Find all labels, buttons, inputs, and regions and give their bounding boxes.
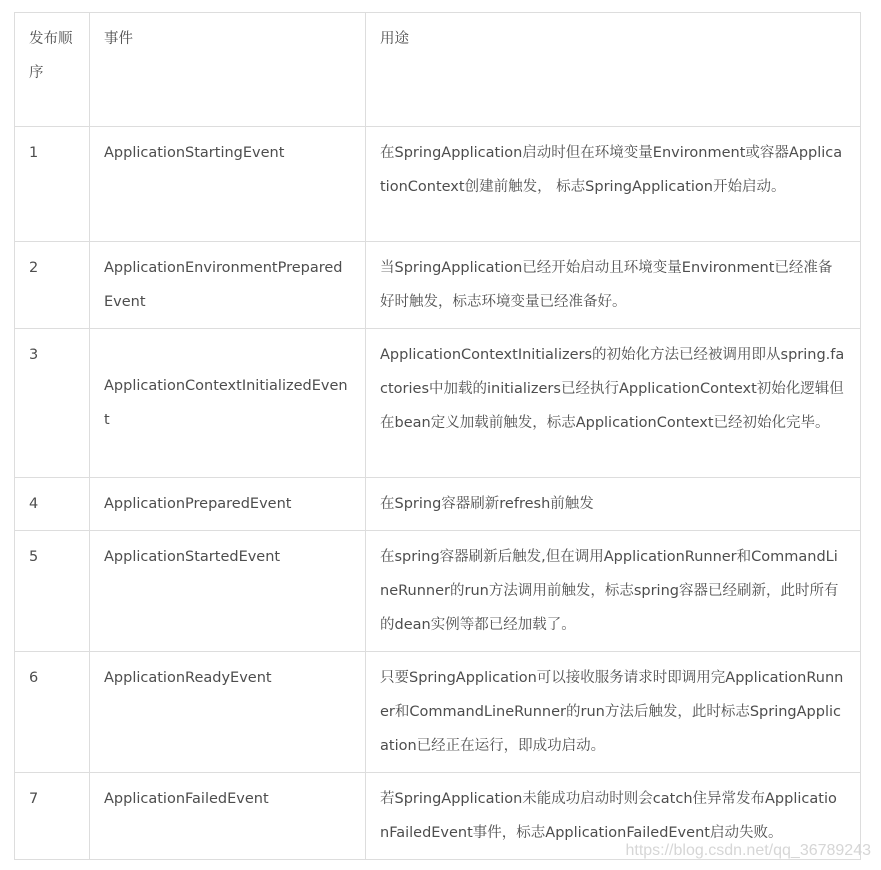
row-order: 7 <box>15 773 90 860</box>
table-row <box>15 329 861 478</box>
row-event: ApplicationReadyEvent <box>90 652 366 773</box>
table-row <box>15 478 861 531</box>
table-row <box>15 652 861 773</box>
row-order: 3 <box>15 329 90 478</box>
row-order: 4 <box>15 478 90 531</box>
table-row <box>15 531 861 652</box>
row-event: ApplicationFailedEvent <box>90 773 366 860</box>
header-event: 事件 <box>90 13 366 127</box>
watermark: https://blog.csdn.net/qq_36789243 <box>625 842 871 859</box>
table-header-row <box>15 13 861 127</box>
row-event: ApplicationEnvironmentPreparedEvent <box>90 242 366 329</box>
header-order: 发布顺序 <box>15 13 90 127</box>
row-order: 2 <box>15 242 90 329</box>
row-order: 1 <box>15 127 90 242</box>
table-row <box>15 127 861 242</box>
row-purpose: ApplicationContextInitializers的初始化方法已经被调用即从spring.factories中加载的initializers已经执行ApplicationContext初始化逻辑但在bean定义加载前触发，标志ApplicationContext已经初始化完毕。 <box>366 329 861 478</box>
row-purpose: 在SpringApplication启动时但在环境变量Environment或容器ApplicationContext创建前触发， 标志SpringApplication开始启动。 <box>366 127 861 242</box>
row-purpose: 在spring容器刷新后触发,但在调用ApplicationRunner和CommandLineRunner的run方法调用前触发，标志spring容器已经刷新，此时所有的dean实例等都已经加载了。 <box>366 531 861 652</box>
row-event: ApplicationStartedEvent <box>90 531 366 652</box>
row-event: ApplicationContextInitializedEvent <box>90 329 366 478</box>
row-event: ApplicationPreparedEvent <box>90 478 366 531</box>
row-order: 6 <box>15 652 90 773</box>
row-order: 5 <box>15 531 90 652</box>
row-purpose: 若SpringApplication未能成功启动时则会catch住异常发布ApplicationFailedEvent事件，标志ApplicationFailedEvent启动失败。 <box>366 773 861 860</box>
row-purpose: 只要SpringApplication可以接收服务请求时即调用完ApplicationRunner和CommandLineRunner的run方法后触发，此时标志SpringApplication已经正在运行，即成功启动。 <box>366 652 861 773</box>
spring-events-table <box>14 12 861 860</box>
header-purpose: 用途 <box>366 13 861 127</box>
row-purpose: 在Spring容器刷新refresh前触发 <box>366 478 861 531</box>
table-row <box>15 242 861 329</box>
row-event: ApplicationStartingEvent <box>90 127 366 242</box>
row-purpose: 当SpringApplication已经开始启动且环境变量Environment已经准备好时触发，标志环境变量已经准备好。 <box>366 242 861 329</box>
